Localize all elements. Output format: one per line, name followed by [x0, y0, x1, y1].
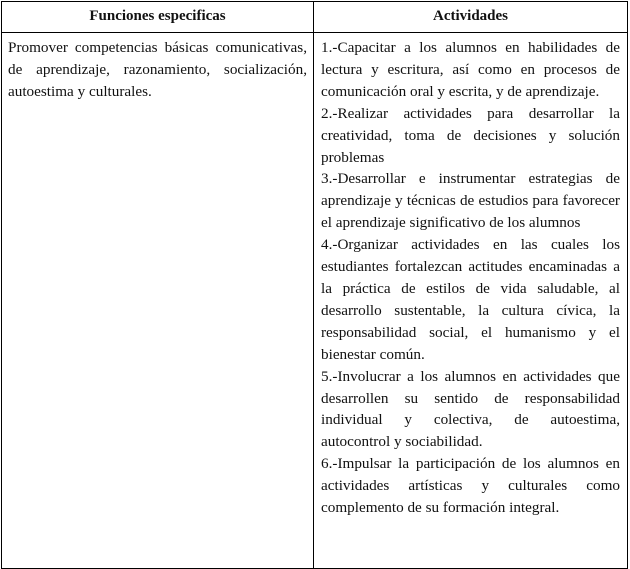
activity-item-1: 1.-Capacitar a los alumnos en habilidades de lectura y escritura, así como en procesos de comunicación oral y escrita, y de aprendizaje. — [321, 39, 620, 100]
table-row — [2, 33, 628, 569]
header-funciones: Funciones especificas — [2, 2, 314, 33]
activity-item-6: 6.-Impulsar la participación de los alumnos en actividades artísticas y culturales como complemento de su formación integral. — [321, 455, 620, 517]
activity-item-5: 5.-Involucrar a los alumnos en actividades que desarrollen su sentido de responsabilidad individual y colectiva, de autoestima, autocontrol y sociabilidad. — [321, 367, 620, 451]
actividades-cell — [314, 33, 628, 569]
activity-item-4: 4.-Organizar actividades en las cuales los estudiantes fortalezcan actitudes encaminadas a la práctica de estilos de vida saludable, al desarrollo sustentable, la cultura cívica, la responsabilidad social, el humanismo y el bienestar común. — [321, 236, 620, 363]
activity-item-2: 2.-Realizar actividades para desarrollar la creatividad, toma de decisiones y solución problemas — [321, 104, 620, 166]
funciones-cell — [2, 33, 314, 569]
funcion-text: Promover competencias básicas comunicativas, de aprendizaje, razonamiento, socialización, autoestima y culturales. — [8, 39, 307, 100]
functions-activities-table — [1, 1, 628, 569]
table-header-row — [2, 2, 628, 33]
activity-item-3: 3.-Desarrollar e instrumentar estrategias de aprendizaje y técnicas de estudios para favorecer el aprendizaje significativo de los alumnos — [321, 170, 620, 232]
header-actividades: Actividades — [314, 2, 628, 33]
